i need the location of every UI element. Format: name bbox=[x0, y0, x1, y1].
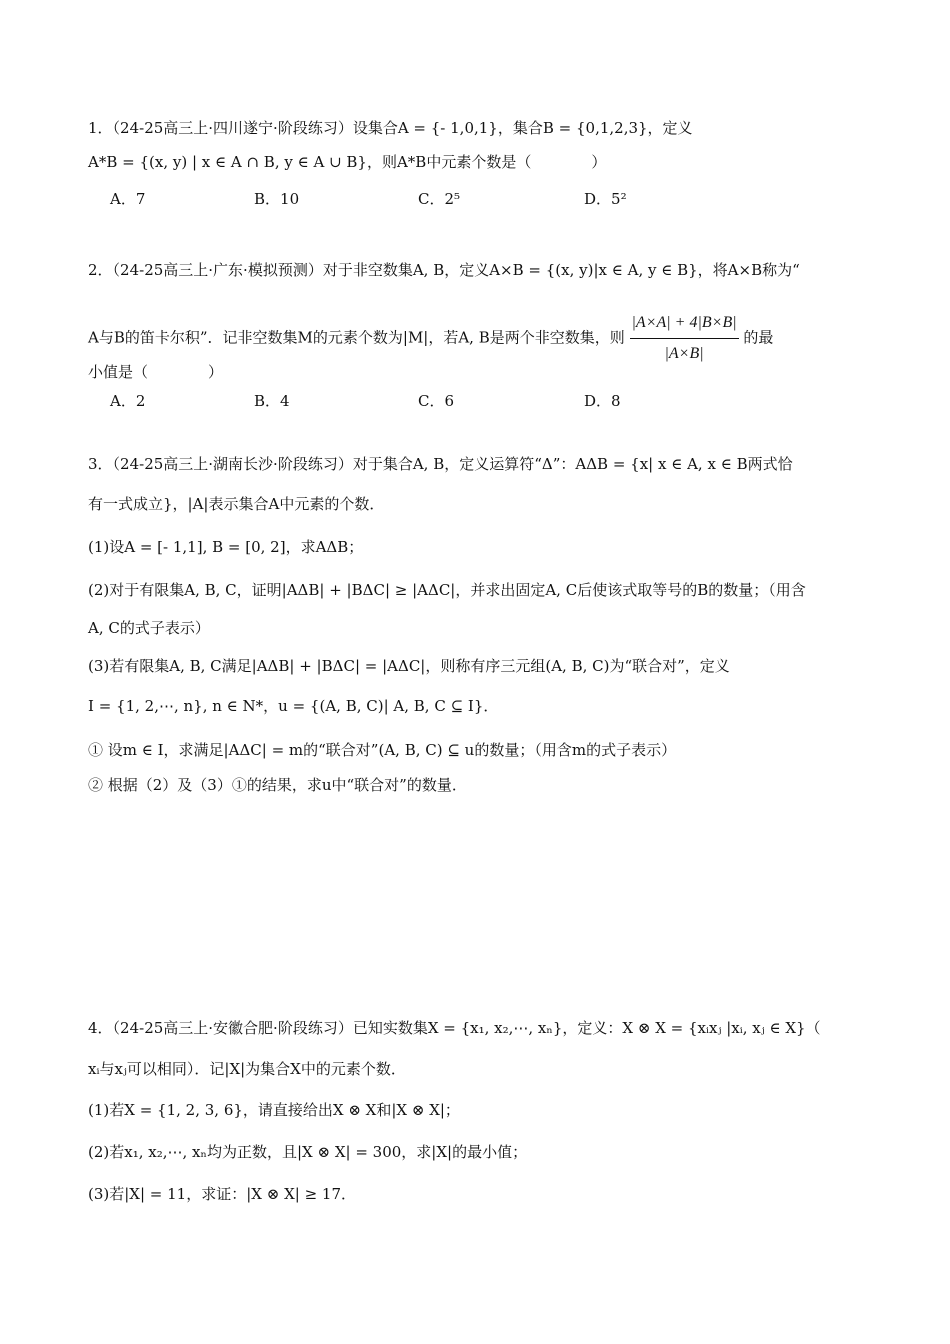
q2-option-d: D．8 bbox=[584, 392, 621, 410]
q1-stem-line-1: 1．（24-25高三上·四川遂宁·阶段练习）设集合A = {- 1,0,1}，集合B = {0,1,2,3}，定义 bbox=[88, 119, 693, 137]
q2-option-c: C．6 bbox=[418, 392, 455, 410]
q2-stem-line-3: 小值是（ ） bbox=[88, 363, 224, 381]
q4-part-3: (3)若|X| = 11，求证：|X ⊗ X| ≥ 17． bbox=[88, 1185, 356, 1203]
q3-stem-line-1: 3．（24-25高三上·湖南长沙·阶段练习）对于集合A, B，定义运算符“Δ”：AΔB = {x| x ∈ A, x ∈ B两式恰 bbox=[88, 455, 793, 473]
q2-fraction-numerator: |A×A| + 4|B×B| bbox=[630, 308, 739, 339]
q3-part-3: (3)若有限集A, B, C满足|AΔB| + |BΔC| = |AΔC|，则称有序三元组(A, B, C)为“联合对”，定义 bbox=[88, 657, 730, 675]
q2-stem-line-1: 2．（24-25高三上·广东·模拟预测）对于非空数集A, B，定义A×B = {(x, y)|x ∈ A, y ∈ B}，将A×B称为“ bbox=[88, 261, 800, 279]
q3-stem-line-2: 有一式成立}，|A|表示集合A中元素的个数． bbox=[88, 495, 385, 513]
q2-fraction-denominator: |A×B| bbox=[664, 345, 704, 362]
q3-part-3-sub-1: ① 设m ∈ I，求满足|AΔC| = m的“联合对”(A, B, C) ⊆ u的数量；（用含m的式子表示） bbox=[88, 741, 677, 759]
q1-option-c: C．2⁵ bbox=[418, 190, 461, 208]
q4-part-1: (1)若X = {1, 2, 3, 6}，请直接给出X ⊗ X和|X ⊗ X|； bbox=[88, 1101, 460, 1119]
q1-option-b: B．10 bbox=[254, 190, 300, 208]
q2-fraction bbox=[630, 308, 739, 369]
q3-part-3-sub-2: ② 根据（2）及（3）①的结果，求u中“联合对”的数量． bbox=[88, 776, 467, 794]
q2-stem-line-2-text: A与B的笛卡尔积”．记非空数集M的元素个数为|M|，若A, B是两个非空数集，则 bbox=[88, 328, 625, 347]
q2-option-a: A．2 bbox=[110, 392, 146, 410]
q3-part-2-cont: A, C的式子表示） bbox=[88, 619, 210, 637]
q3-part-2: (2)对于有限集A, B, C，证明|AΔB| + |BΔC| ≥ |AΔC|，并求出固定A, C后使该式取等号的B的数量；（用含 bbox=[88, 581, 806, 599]
q1-stem-line-2: A*B = {(x, y) | x ∈ A ∩ B, y ∈ A ∪ B}，则A*B中元素个数是（ ） bbox=[88, 153, 607, 171]
q2-stem-line-2-tail: 的最 bbox=[743, 328, 774, 347]
q3-part-1: (1)设A = [- 1,1], B = [0, 2]，求AΔB； bbox=[88, 538, 364, 556]
q4-stem-line-1: 4．（24-25高三上·安徽合肥·阶段练习）已知实数集X = {x₁, x₂,⋯, xₙ}，定义：X ⊗ X = {xᵢxⱼ |xᵢ, xⱼ ∈ X}（ bbox=[88, 1019, 821, 1037]
q3-part-3-def: I = {1, 2,⋯, n}, n ∈ N*，u = {(A, B, C)| A, B, C ⊆ I}． bbox=[88, 697, 499, 715]
q1-option-d: D．5² bbox=[584, 190, 627, 208]
q2-option-b: B．4 bbox=[254, 392, 290, 410]
q4-stem-line-2: xᵢ与xⱼ可以相同）．记|X|为集合X中的元素个数． bbox=[88, 1060, 406, 1078]
q4-part-2: (2)若x₁, x₂,⋯, xₙ均为正数，且|X ⊗ X| = 300，求|X|的最小值； bbox=[88, 1143, 528, 1161]
q1-option-a: A．7 bbox=[110, 190, 146, 208]
